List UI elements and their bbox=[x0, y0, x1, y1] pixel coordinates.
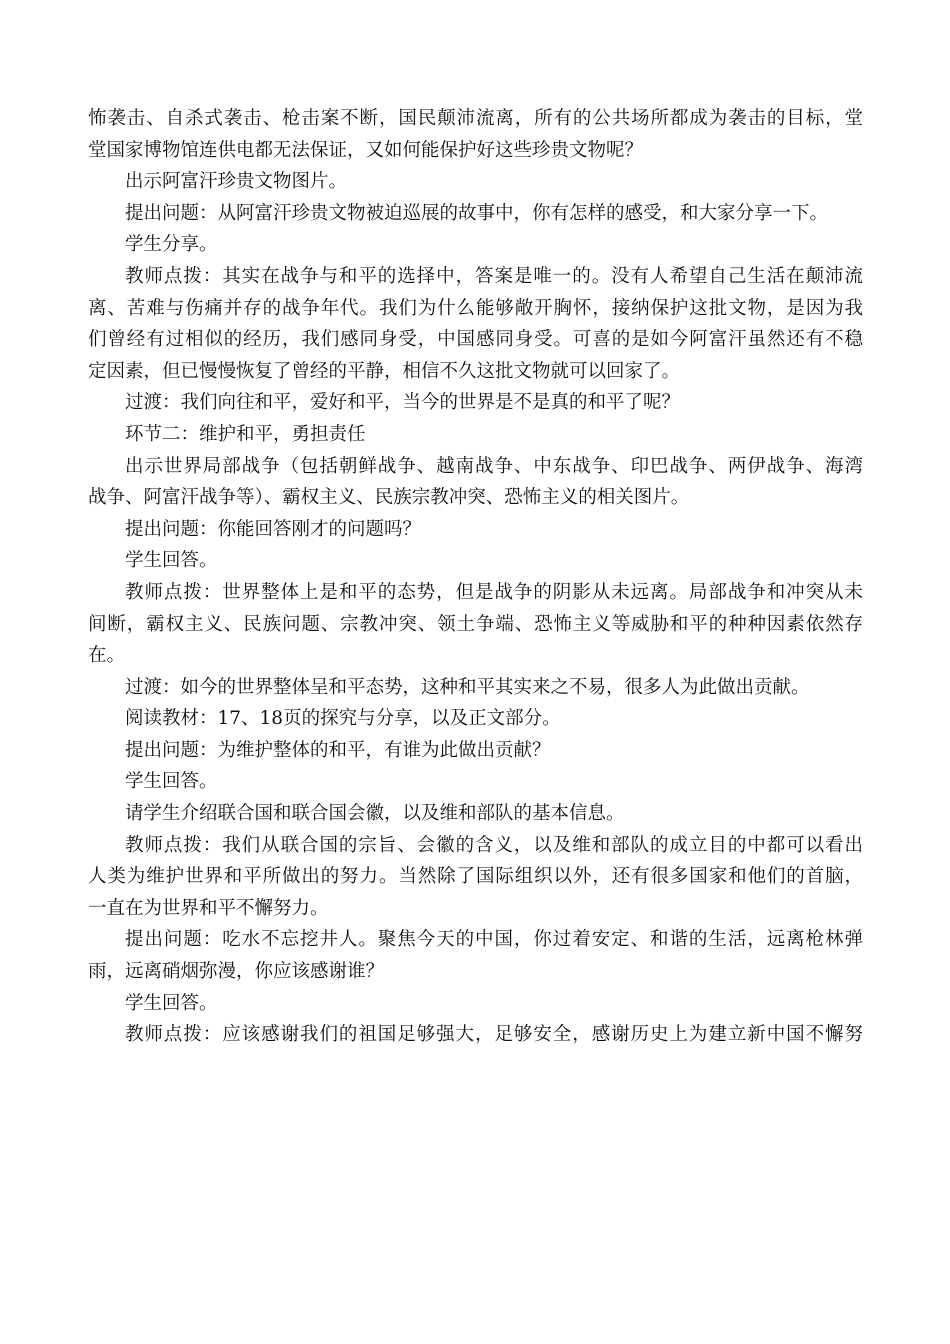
text-line: 学生分享。 bbox=[125, 234, 218, 256]
text-line: 过渡：如今的世界整体呈和平态势，这种和平其实来之不易，很多人为此做出贡献。 bbox=[125, 676, 810, 698]
text-line: 出示世界局部战争（包括朝鲜战争、越南战争、中东战争、印巴战争、两伊战争、海湾 bbox=[125, 455, 863, 477]
text-line: 教师点拨：应该感谢我们的祖国足够强大，足够安全，感谢历史上为建立新中国不懈努 bbox=[125, 1024, 863, 1046]
text-line: 出示阿富汗珍贵文物图片。 bbox=[125, 171, 348, 193]
text-line: 教师点拨：世界整体上是和平的态势，但是战争的阴影从未远离。局部战争和冲突从未 bbox=[125, 581, 863, 603]
text-line: 间断，霸权主义、民族问题、宗教冲突、领土争端、恐怖主义等威胁和平的种种因素依然存 bbox=[88, 613, 863, 635]
text-line: 雨，远离硝烟弥漫，你应该感谢谁？ bbox=[88, 961, 385, 983]
text-line: 提出问题：从阿富汗珍贵文物被迫巡展的故事中，你有怎样的感受，和大家分享一下。 bbox=[125, 202, 829, 224]
text-line: 请学生介绍联合国和联合国会徽，以及维和部队的基本信息。 bbox=[125, 803, 625, 825]
text-line: 学生回答。 bbox=[125, 550, 218, 572]
text-line: 教师点拨：其实在战争与和平的选择中，答案是唯一的。没有人希望自己生活在颠沛流 bbox=[125, 265, 863, 287]
text-line: 离、苦难与伤痛并存的战争年代。我们为什么能够敞开胸怀，接纳保护这批文物，是因为我 bbox=[88, 297, 863, 319]
text-line: 教师点拨：我们从联合国的宗旨、会徽的含义，以及维和部队的成立目的中都可以看出 bbox=[125, 834, 863, 856]
text-line: 一直在为世界和平不懈努力。 bbox=[88, 897, 329, 919]
text-line: 提出问题：吃水不忘挖井人。聚焦今天的中国，你过着安定、和谐的生活，远离枪林弹 bbox=[125, 929, 863, 951]
text-line: 提出问题：你能回答刚才的问题吗？ bbox=[125, 518, 422, 540]
text-line: 怖袭击、自杀式袭击、枪击案不断，国民颠沛流离，所有的公共场所都成为袭击的目标，堂 bbox=[88, 108, 863, 129]
text-line: 堂国家博物馆连供电都无法保证，又如何能保护好这些珍贵文物呢？ bbox=[88, 139, 644, 161]
text-line: 在。 bbox=[88, 645, 126, 667]
text-line: 们曾经有过相似的经历，我们感同身受，中国感同身受。可喜的是如今阿富汗虽然还有不稳 bbox=[88, 329, 863, 351]
text-line: 定因素，但已慢慢恢复了曾经的平静，相信不久这批文物就可以回家了。 bbox=[88, 360, 681, 382]
text-line: 提出问题：为维护整体的和平，有谁为此做出贡献？ bbox=[125, 739, 551, 761]
text-line: 阅读教材：17、18页的探究与分享，以及正文部分。 bbox=[125, 708, 561, 730]
text-line: 人类为维护世界和平所做出的努力。当然除了国际组织以外，还有很多国家和他们的首脑， bbox=[88, 866, 863, 888]
section-heading: 环节二：维护和平，勇担责任 bbox=[125, 423, 366, 445]
text-line: 学生回答。 bbox=[125, 992, 218, 1014]
text-line: 战争、阿富汗战争等）、霸权主义、民族宗教冲突、恐怖主义的相关图片。 bbox=[88, 487, 690, 509]
document-page bbox=[88, 103, 863, 1051]
text-line: 过渡：我们向往和平，爱好和平，当今的世界是不是真的和平了呢？ bbox=[125, 392, 681, 414]
text-line: 学生回答。 bbox=[125, 771, 218, 793]
